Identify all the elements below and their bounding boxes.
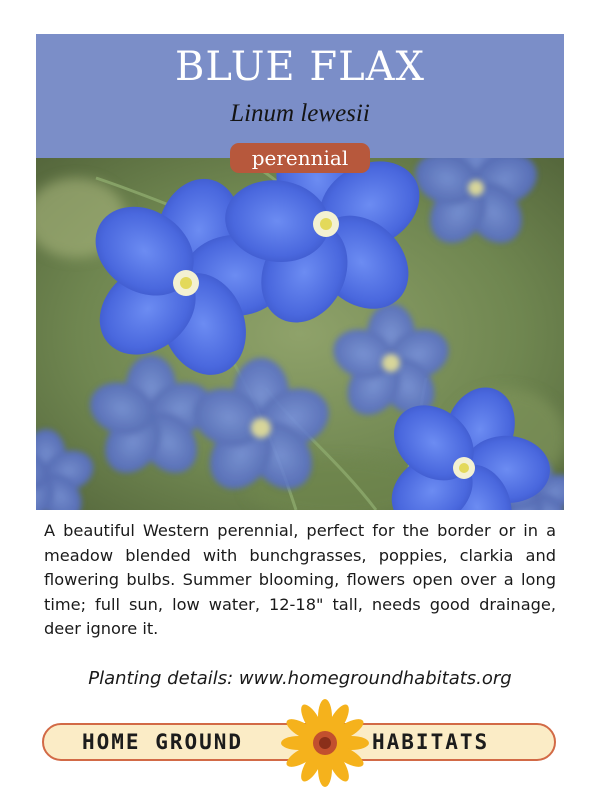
brand-left-word: HOME GROUND xyxy=(82,730,244,754)
plant-description: A beautiful Western perennial, perfect for the border or in a meadow blended with bunchgrasses, poppies, clarkia and flowering bulbs. Summer blooming, flowers open over a long time; full sun, low water, 12-18" tall, needs good drainage, deer ignore it. xyxy=(44,521,556,639)
title-banner xyxy=(36,34,564,158)
planting-details-link[interactable]: Planting details: www.homegroundhabitats.org xyxy=(88,668,512,689)
brand-right-word: HABITATS xyxy=(372,730,490,754)
perennial-badge: perennial xyxy=(230,143,370,173)
flower-photo xyxy=(36,158,564,510)
sunflower-icon xyxy=(280,698,370,788)
latin-name: Linum lewesii xyxy=(230,100,370,127)
plant-title: BLUE FLAX xyxy=(174,44,426,90)
